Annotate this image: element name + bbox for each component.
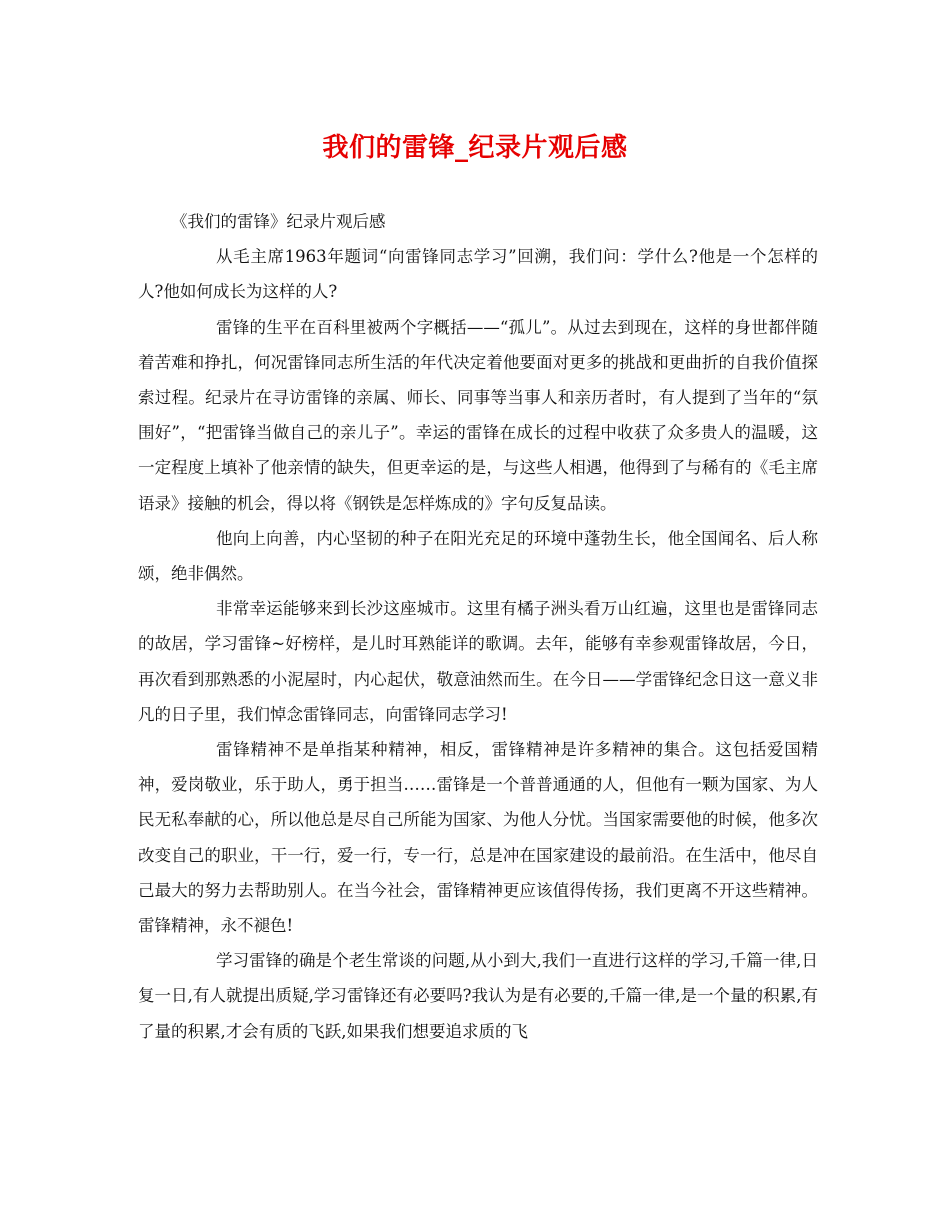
paragraph: 非常幸运能够来到长沙这座城市。这里有橘子洲头看万山红遍，这里也是雷锋同志的故居，学习雷锋~好榜样，是儿时耳熟能详的歌调。去年，能够有幸参观雷锋故居，今日，再次看到那熟悉的小泥屋时，内心起伏，敬意油然而生。在今日——学雷锋纪念日这一意义非凡的日子里，我们悼念雷锋同志，向雷锋同志学习! <box>138 599 818 724</box>
paragraph: 他向上向善，内心坚韧的种子在阳光充足的环境中蓬勃生长，他全国闻名、后人称颂，绝非偶然。 <box>138 528 818 584</box>
paragraph: 雷锋的生平在百科里被两个字概括——“孤儿”。从过去到现在，这样的身世都伴随着苦难和挣扎，何况雷锋同志所生活的年代决定着他要面对更多的挑战和更曲折的自我价值探索过程。纪录片在寻访雷锋的亲属、师长、同事等当事人和亲历者时，有人提到了当年的“氛围好”，“把雷锋当做自己的亲儿子”。幸运的雷锋在成长的过程中收获了众多贵人的温暖，这一定程度上填补了他亲情的缺失，但更幸运的是，与这些人相遇，他得到了与稀有的《毛主席语录》接触的机会，得以将《钢铁是怎样炼成的》字句反复品读。 <box>138 317 818 513</box>
document-body <box>138 204 818 1049</box>
paragraph: 学习雷锋的确是个老生常谈的问题,从小到大,我们一直进行这样的学习,千篇一律,日复一日,有人就提出质疑,学习雷锋还有必要吗?我认为是有必要的,千篇一律,是一个量的积累,有了量的积累,才会有质的飞跃,如果我们想要追求质的飞 <box>138 951 818 1041</box>
document-title: 我们的雷锋_纪录片观后感 <box>322 133 628 163</box>
paragraph: 雷锋精神不是单指某种精神，相反，雷锋精神是许多精神的集合。这包括爱国精神，爱岗敬业，乐于助人，勇于担当……雷锋是一个普普通通的人，但他有一颗为国家、为人民无私奉献的心，所以他总是尽自己所能为国家、为他人分忧。当国家需要他的时候，他多次改变自己的职业，干一行，爱一行，专一行，总是冲在国家建设的最前沿。在生活中，他尽自己最大的努力去帮助别人。在当今社会，雷锋精神更应该值得传扬，我们更离不开这些精神。雷锋精神，永不褪色! <box>138 740 818 936</box>
paragraph-subtitle: 《我们的雷锋》纪录片观后感 <box>171 212 386 231</box>
paragraph: 从毛主席1963年题词“向雷锋同志学习”回溯，我们问：学什么?他是一个怎样的人?他如何成长为这样的人? <box>138 247 818 302</box>
